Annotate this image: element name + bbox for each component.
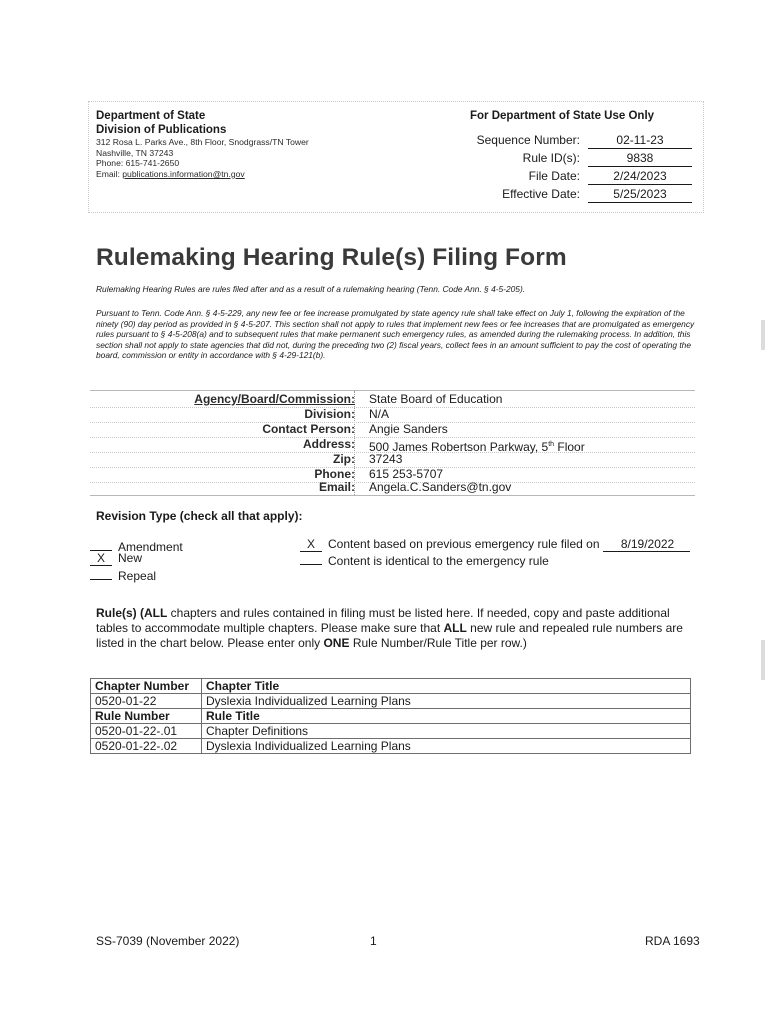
footer-rda-code: RDA 1693	[645, 934, 700, 948]
division-label: Division:	[304, 407, 355, 421]
chapter-number-header: Chapter Number	[91, 679, 202, 694]
intro-fee-notice: Pursuant to Tenn. Code Ann. § 4-5-229, any new fee or fee increase promulgated by state agency rule shall take effect on July 1, following the expiration of the ninety (90) day period as provided in § 4-5-207. This section shall not apply to rules that implement new fees or fee increases that are promulgated as emergency rules pursuant to § 4-5-208(a) and to subsequent rules that make permanent such emergency rules, as amended during the rulemaking process. In addition, this section shall not apply to state agencies that did not, during the preceding two (2) fiscal years, collect fees in an amount sufficient to pay the cost of operating the board, commission or entity in accordance with § 4-29-121(b).	[96, 308, 695, 361]
department-phone: Phone: 615-741-2650	[96, 158, 180, 169]
rule-title-cell: Chapter Definitions	[202, 724, 691, 739]
rule-title-cell: Dyslexia Individualized Learning Plans	[202, 739, 691, 754]
department-city: Nashville, TN 37243	[96, 147, 174, 158]
amendment-checkbox[interactable]	[90, 537, 112, 551]
rules-instr-3b: ONE	[323, 636, 350, 650]
chapter-title-header: Chapter Title	[202, 679, 691, 694]
agency-row-board	[90, 392, 695, 408]
division-name: Division of Publications	[96, 123, 227, 136]
contact-label: Contact Person:	[262, 422, 355, 436]
rule-number-header: Rule Number	[91, 709, 202, 724]
table-row	[91, 724, 691, 739]
department-email-line	[96, 169, 396, 180]
email-label: Email:	[96, 168, 120, 179]
table-row	[91, 694, 691, 709]
rules-instructions	[96, 606, 696, 651]
rules-instr-3: new rule and repealed rule numbers are listed in the chart below. Please enter only	[96, 621, 683, 650]
department-email-link[interactable]: publications.information@tn.gov	[122, 168, 245, 179]
emergency-based-label: Content based on previous emergency rule filed on	[328, 537, 600, 551]
repeal-checkbox[interactable]	[90, 566, 112, 580]
emergency-based-checkbox[interactable]: X	[300, 538, 322, 552]
rules-instr-4: Rule Number/Rule Title per row.)	[349, 636, 527, 650]
intro-definition: Rulemaking Hearing Rules are rules filed after and as a result of a rulemaking hearing (Tenn. Code Ann. § 4-5-205).	[96, 284, 526, 294]
department-address: 312 Rosa L. Parks Ave., 8th Floor, Snodgrass/TN Tower	[96, 137, 309, 147]
agency-row-address	[90, 437, 695, 453]
division-value: N/A	[369, 407, 390, 421]
rules-instr-2b: ALL	[443, 621, 467, 635]
agency-info-table	[90, 390, 695, 496]
revision-option-identical[interactable]	[300, 551, 549, 569]
rule-title-header: Rule Title	[202, 709, 691, 724]
form-title: Rulemaking Hearing Rule(s) Filing Form	[96, 244, 567, 271]
emergency-filed-date[interactable]: 8/19/2022	[603, 538, 690, 552]
department-block	[96, 110, 396, 179]
address-value-sup: th	[548, 441, 555, 448]
table-row	[91, 679, 691, 694]
zip-value: 37243	[369, 452, 403, 466]
email-label: Email:	[318, 480, 355, 494]
revision-option-emergency-based[interactable]	[300, 537, 690, 552]
phone-value: 615 253-5707	[369, 467, 444, 481]
department-name: Department of State	[96, 110, 206, 122]
agency-row-email	[90, 480, 695, 495]
identical-checkbox[interactable]	[300, 551, 322, 565]
effective-date-label: Effective Date:	[502, 187, 580, 201]
address-value-main: 500 James Robertson Parkway, 5	[369, 440, 549, 454]
file-date-row	[440, 169, 700, 186]
zip-label: Zip:	[333, 452, 355, 466]
identical-label: Content is identical to the emergency rule	[328, 554, 549, 568]
table-row	[91, 709, 691, 724]
contact-email-value: Angela.C.Sanders@tn.gov	[369, 480, 512, 494]
rule-id-row	[440, 151, 700, 168]
rules-table	[90, 678, 691, 754]
sequence-number-row	[440, 133, 700, 150]
rules-instr-2: chapters and rules contained in filing must be listed here. If needed, copy and paste additional tables to accommodate multiple chapters. Please make sure that	[96, 606, 670, 635]
repeal-label: Repeal	[118, 569, 157, 583]
phone-label: Phone:	[314, 467, 355, 481]
file-date-label: File Date:	[528, 169, 580, 183]
rule-id-value: 9838	[588, 151, 692, 167]
address-value-after: Floor	[554, 440, 585, 454]
rule-number-cell: 0520-01-22-.01	[91, 724, 202, 739]
agency-label: Agency/Board/Commission:	[194, 392, 355, 406]
contact-value: Angie Sanders	[369, 422, 448, 436]
agency-row-contact	[90, 422, 695, 438]
sequence-number-label: Sequence Number:	[476, 133, 580, 147]
new-checkbox[interactable]: X	[90, 552, 112, 566]
effective-date-row	[440, 187, 700, 204]
rule-number-cell: 0520-01-22-.02	[91, 739, 202, 754]
table-row	[91, 739, 691, 754]
address-label: Address:	[302, 437, 355, 451]
scan-edge-mark	[761, 640, 765, 680]
scan-edge-mark	[761, 320, 765, 350]
office-use-title: For Department of State Use Only	[470, 110, 655, 122]
footer-page-number: 1	[370, 934, 377, 948]
chapter-title-cell: Dyslexia Individualized Learning Plans	[202, 694, 691, 709]
agency-value: State Board of Education	[369, 392, 503, 406]
effective-date-value: 5/25/2023	[588, 187, 692, 203]
rules-instr-1: Rule(s) (	[96, 606, 144, 620]
amendment-label: Amendment	[118, 540, 183, 554]
agency-row-division	[90, 407, 695, 423]
revision-option-new[interactable]	[90, 551, 142, 566]
file-date-value: 2/24/2023	[588, 169, 692, 185]
footer-form-number: SS-7039 (November 2022)	[96, 934, 240, 948]
new-label: New	[118, 551, 143, 565]
revision-option-repeal[interactable]	[90, 566, 156, 584]
agency-row-zip	[90, 452, 695, 468]
revision-type-title: Revision Type (check all that apply):	[96, 509, 303, 523]
sequence-number-value: 02-11-23	[588, 133, 692, 149]
rule-id-label: Rule ID(s):	[522, 151, 580, 165]
chapter-number-cell: 0520-01-22	[91, 694, 202, 709]
rules-instr-1b: ALL	[144, 606, 168, 620]
